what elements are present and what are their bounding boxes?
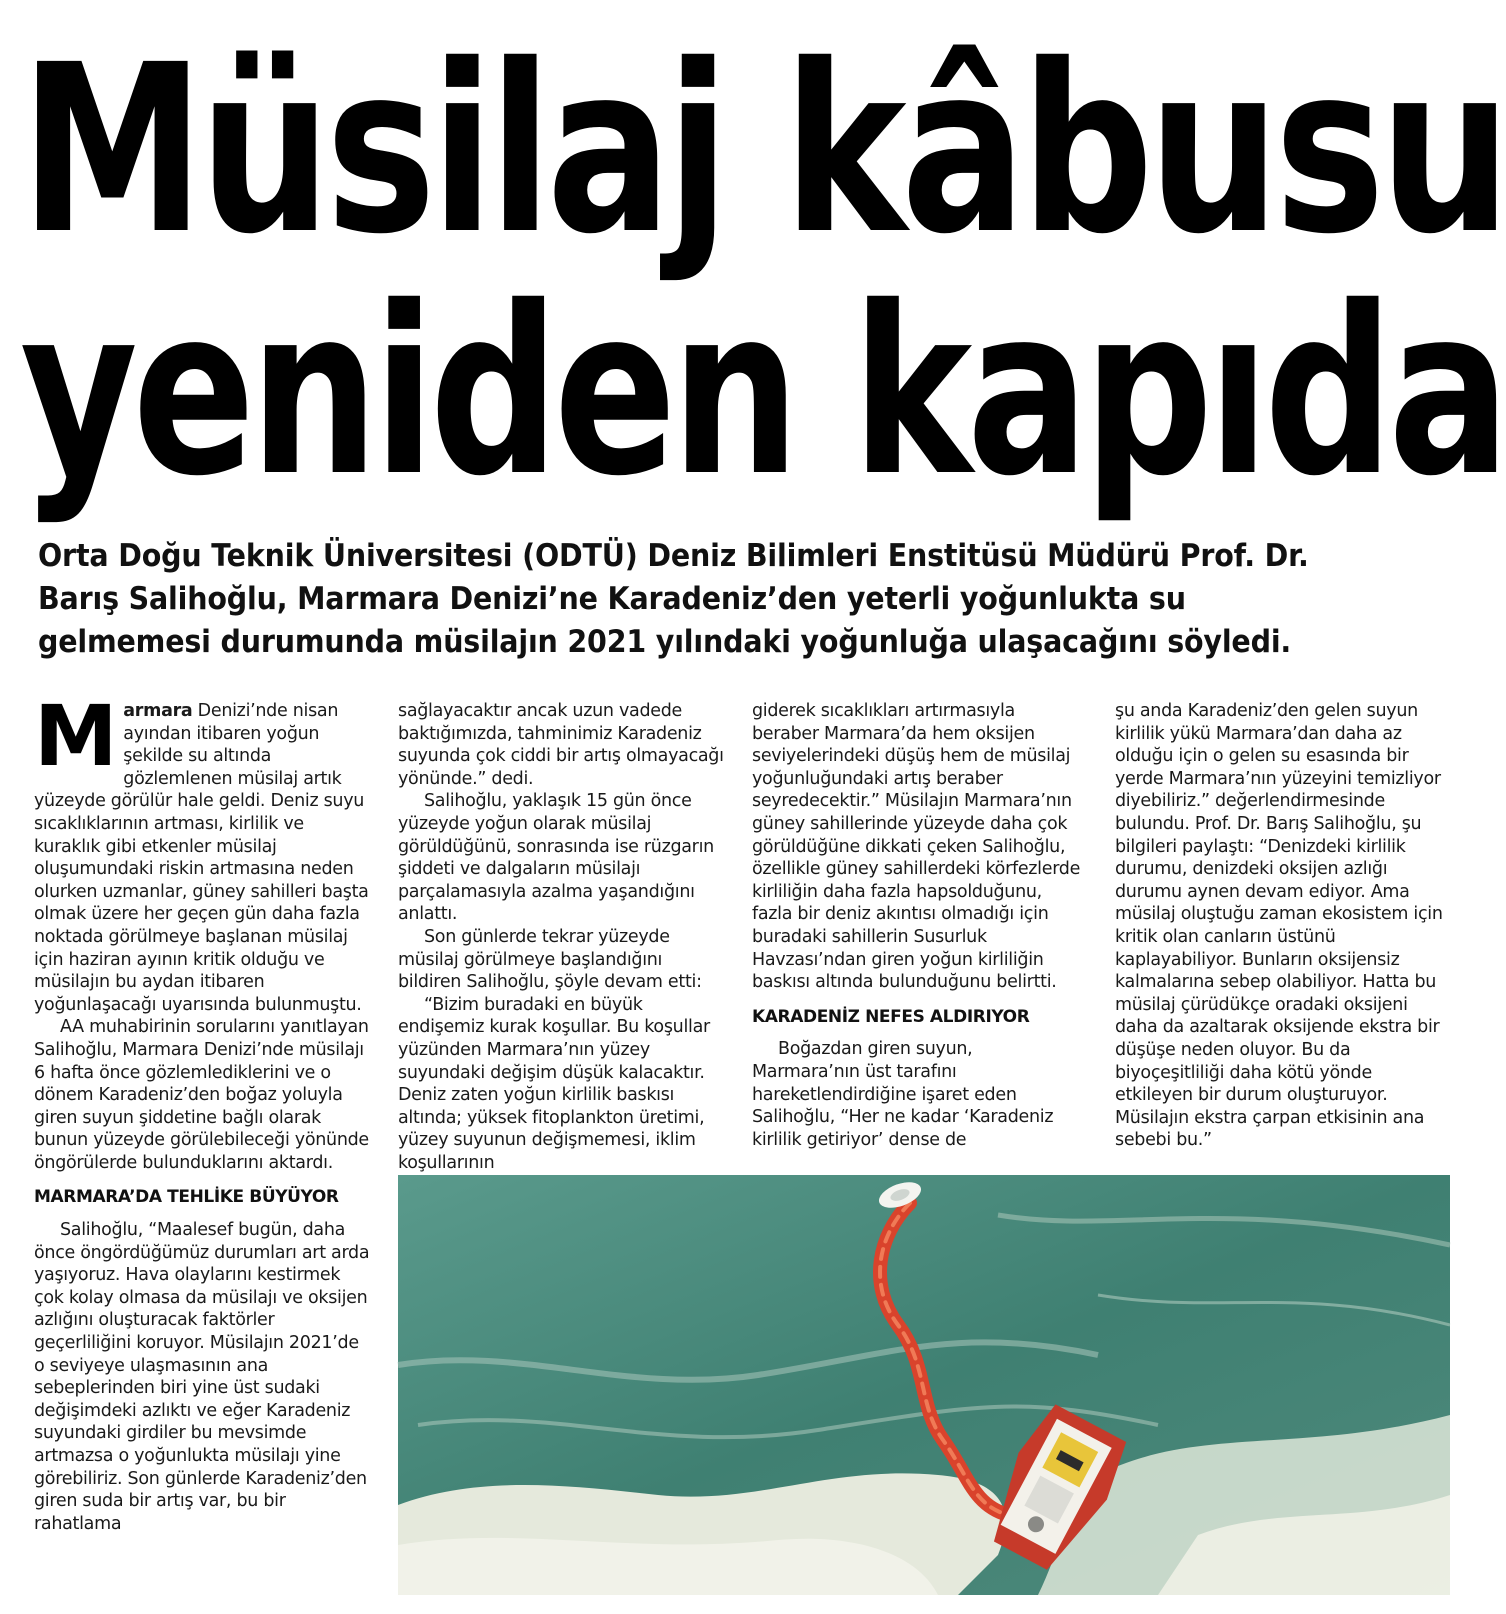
lead-paragraph	[34, 687, 374, 1016]
article-column-2	[398, 700, 724, 1174]
article-subhead: Orta Doğu Teknik Üniversitesi (ODTÜ) Deniz Bilimleri Enstitüsü Müdürü Prof. Dr. Barış Salihoğlu, Marmara Denizi’ne Karadeniz’den yeterli yoğunlukta su gelmemesi durumunda müsilajın 2021 yılındaki yoğunluğa ulaşacağını söyledi.	[38, 538, 1309, 660]
aerial-sea-image	[398, 1175, 1450, 1595]
section-heading-2: KARADENİZ NEFES ALDIRIYOR	[752, 1006, 1030, 1027]
paragraph-5: Son günlerde tekrar yüzeyde müsilaj görülmeye başlandığını bildiren Salihoğlu, şöyle devam etti:	[398, 926, 702, 993]
drop-cap: M	[34, 687, 118, 785]
article-column-3	[752, 700, 1082, 1151]
paragraph-7: Boğazdan giren suyun, Marmara’nın üst tarafını hareketlendirdiğine işaret eden Salihoğlu, “Her ne kadar ‘Karadeniz kirlilik getiriyor’ dense de	[752, 1039, 1054, 1150]
paragraph-6-continued: giderek sıcaklıkları artırmasıyla beraber Marmara’da hem oksijen seviyelerindeki düşüş hem de müsilaj yoğunluğundaki artış beraber seyredecektir.” Müsilajın Marmara’nın güney sahillerinde yüzeyde daha çok görüldüğüne dikkati çeken Salihoğlu, özellikle güney sahillerdeki körfezlerde kirliliğin daha fazla hapsolduğunu, fazla bir deniz akıntısı olmadığı için buradaki sahillerin Susurluk Havzası’ndan giren yoğun kirliliğin baskısı altında bulunduğunu belirtti.	[752, 701, 1081, 993]
paragraph-7-continued: şu anda Karadeniz’den gelen suyun kirlilik yükü Marmara’dan daha az olduğu için o gelen su esasında bir yerde Marmara’nın yüzeyini temizliyor diyebiliriz.” değerlendirmesinde bulundu. Prof. Dr. Barış Salihoğlu, şu bilgileri paylaştı: “Denizdeki kirlilik durumu, denizdeki oksijen azlığı durumu aynen devam ediyor. Ama müsilaj oluştuğu zaman ekosistem için kritik olan canların üstünü kaplayabiliyor. Bunların oksijensiz kalmalarına sebep olabiliyor. Hatta bu müsilaj çürüdükçe oradaki oksijeni daha da azaltarak oksijende ekstra bir düşüşe neden oluyor. Bu da biyoçeşitliliği daha kötü yönde etkileyen bir durum oluşturuyor. Müsilajın ekstra çarpan etkisinin ana sebebi bu.”	[1115, 701, 1443, 1151]
lead-bold-word: armara	[123, 701, 193, 721]
section-heading-1: MARMARA’DA TEHLİKE BÜYÜYOR	[34, 1187, 339, 1208]
paragraph-3: Salihoğlu, “Maalesef bugün, daha önce öngördüğümüz durumları art arda yaşıyoruz. Hava olaylarını kestirmek çok kolay olmasa da müsilajı ve oksijen azlığını oluşturacak faktörler geçerliliğini koruyor. Müsilajın 2021’de o seviyeye ulaşmasının ana sebeplerinden biri yine üst sudaki değişimdeki azlıktı ve eğer Karadeniz suyundaki girdiler bu mevsimde artmazsa o yoğunlukta müsilajı yine görebiliriz. Son günlerde Karadeniz’den giren suda bir artış var, bu bir rahatlama	[34, 1220, 370, 1534]
article-column-4	[1115, 700, 1445, 1152]
paragraph-3-continued: sağlayacaktır ancak uzun vadede baktığımızda, tahminimiz Karadeniz suyunda çok ciddi bir artış olmayacağı yönünde.” dedi.	[398, 701, 724, 789]
paragraph-6: “Bizim buradaki en büyük endişemiz kurak koşullar. Bu koşullar yüzünden Marmara’nın yüzey suyundaki değişim düşük kalacaktır. Deniz zaten yoğun kirlilik baskısı altında; yüksek fitoplankton üretimi, yüzey suyunun değişmemesi, iklim koşullarının	[398, 994, 710, 1173]
paragraph-2: AA muhabirinin sorularını yanıtlayan Salihoğlu, Marmara Denizi’nde müsilajı 6 hafta önce gözlemlediklerini ve o dönem Karadeniz’den boğaz yoluyla giren suyun şiddetine bağlı olarak bunun yüzeyde görülebileceği yönünde öngörülerde bulunduklarını aktardı.	[34, 1017, 369, 1173]
lead-paragraph-text: Denizi’nde nisan ayından itibaren yoğun şekilde su altında gözlemlenen müsilaj artık yüzeyde görülür hale geldi. Deniz suyu sıcaklıklarının artması, kirlilik ve kuraklık gibi etkenler müsilaj oluşumundaki riskin artmasına neden olurken uzmanlar, güney sahilleri başta olmak üzere her geçen gün daha fazla noktada görülmeye başlanan müsilaj için haziran ayının kritik olduğu ve müsilajın bu aydan itibaren yoğunlaşacağı uyarısında bulunmuştu.	[34, 701, 369, 1015]
headline-line-1: Müsilaj kâbusu	[20, 15, 1506, 285]
paragraph-4: Salihoğlu, yaklaşık 15 gün önce yüzeyde yoğun olarak müsilaj görüldüğünü, sonrasında ise rüzgarın şiddeti ve dalgaların müsilajı parçalamasıyla azalma yaşandığını anlattı.	[398, 791, 714, 925]
article-column-1	[34, 687, 374, 1535]
headline-line-2: yeniden kapıda	[20, 257, 1505, 527]
news-photo-boat-and-boom	[398, 1175, 1450, 1595]
